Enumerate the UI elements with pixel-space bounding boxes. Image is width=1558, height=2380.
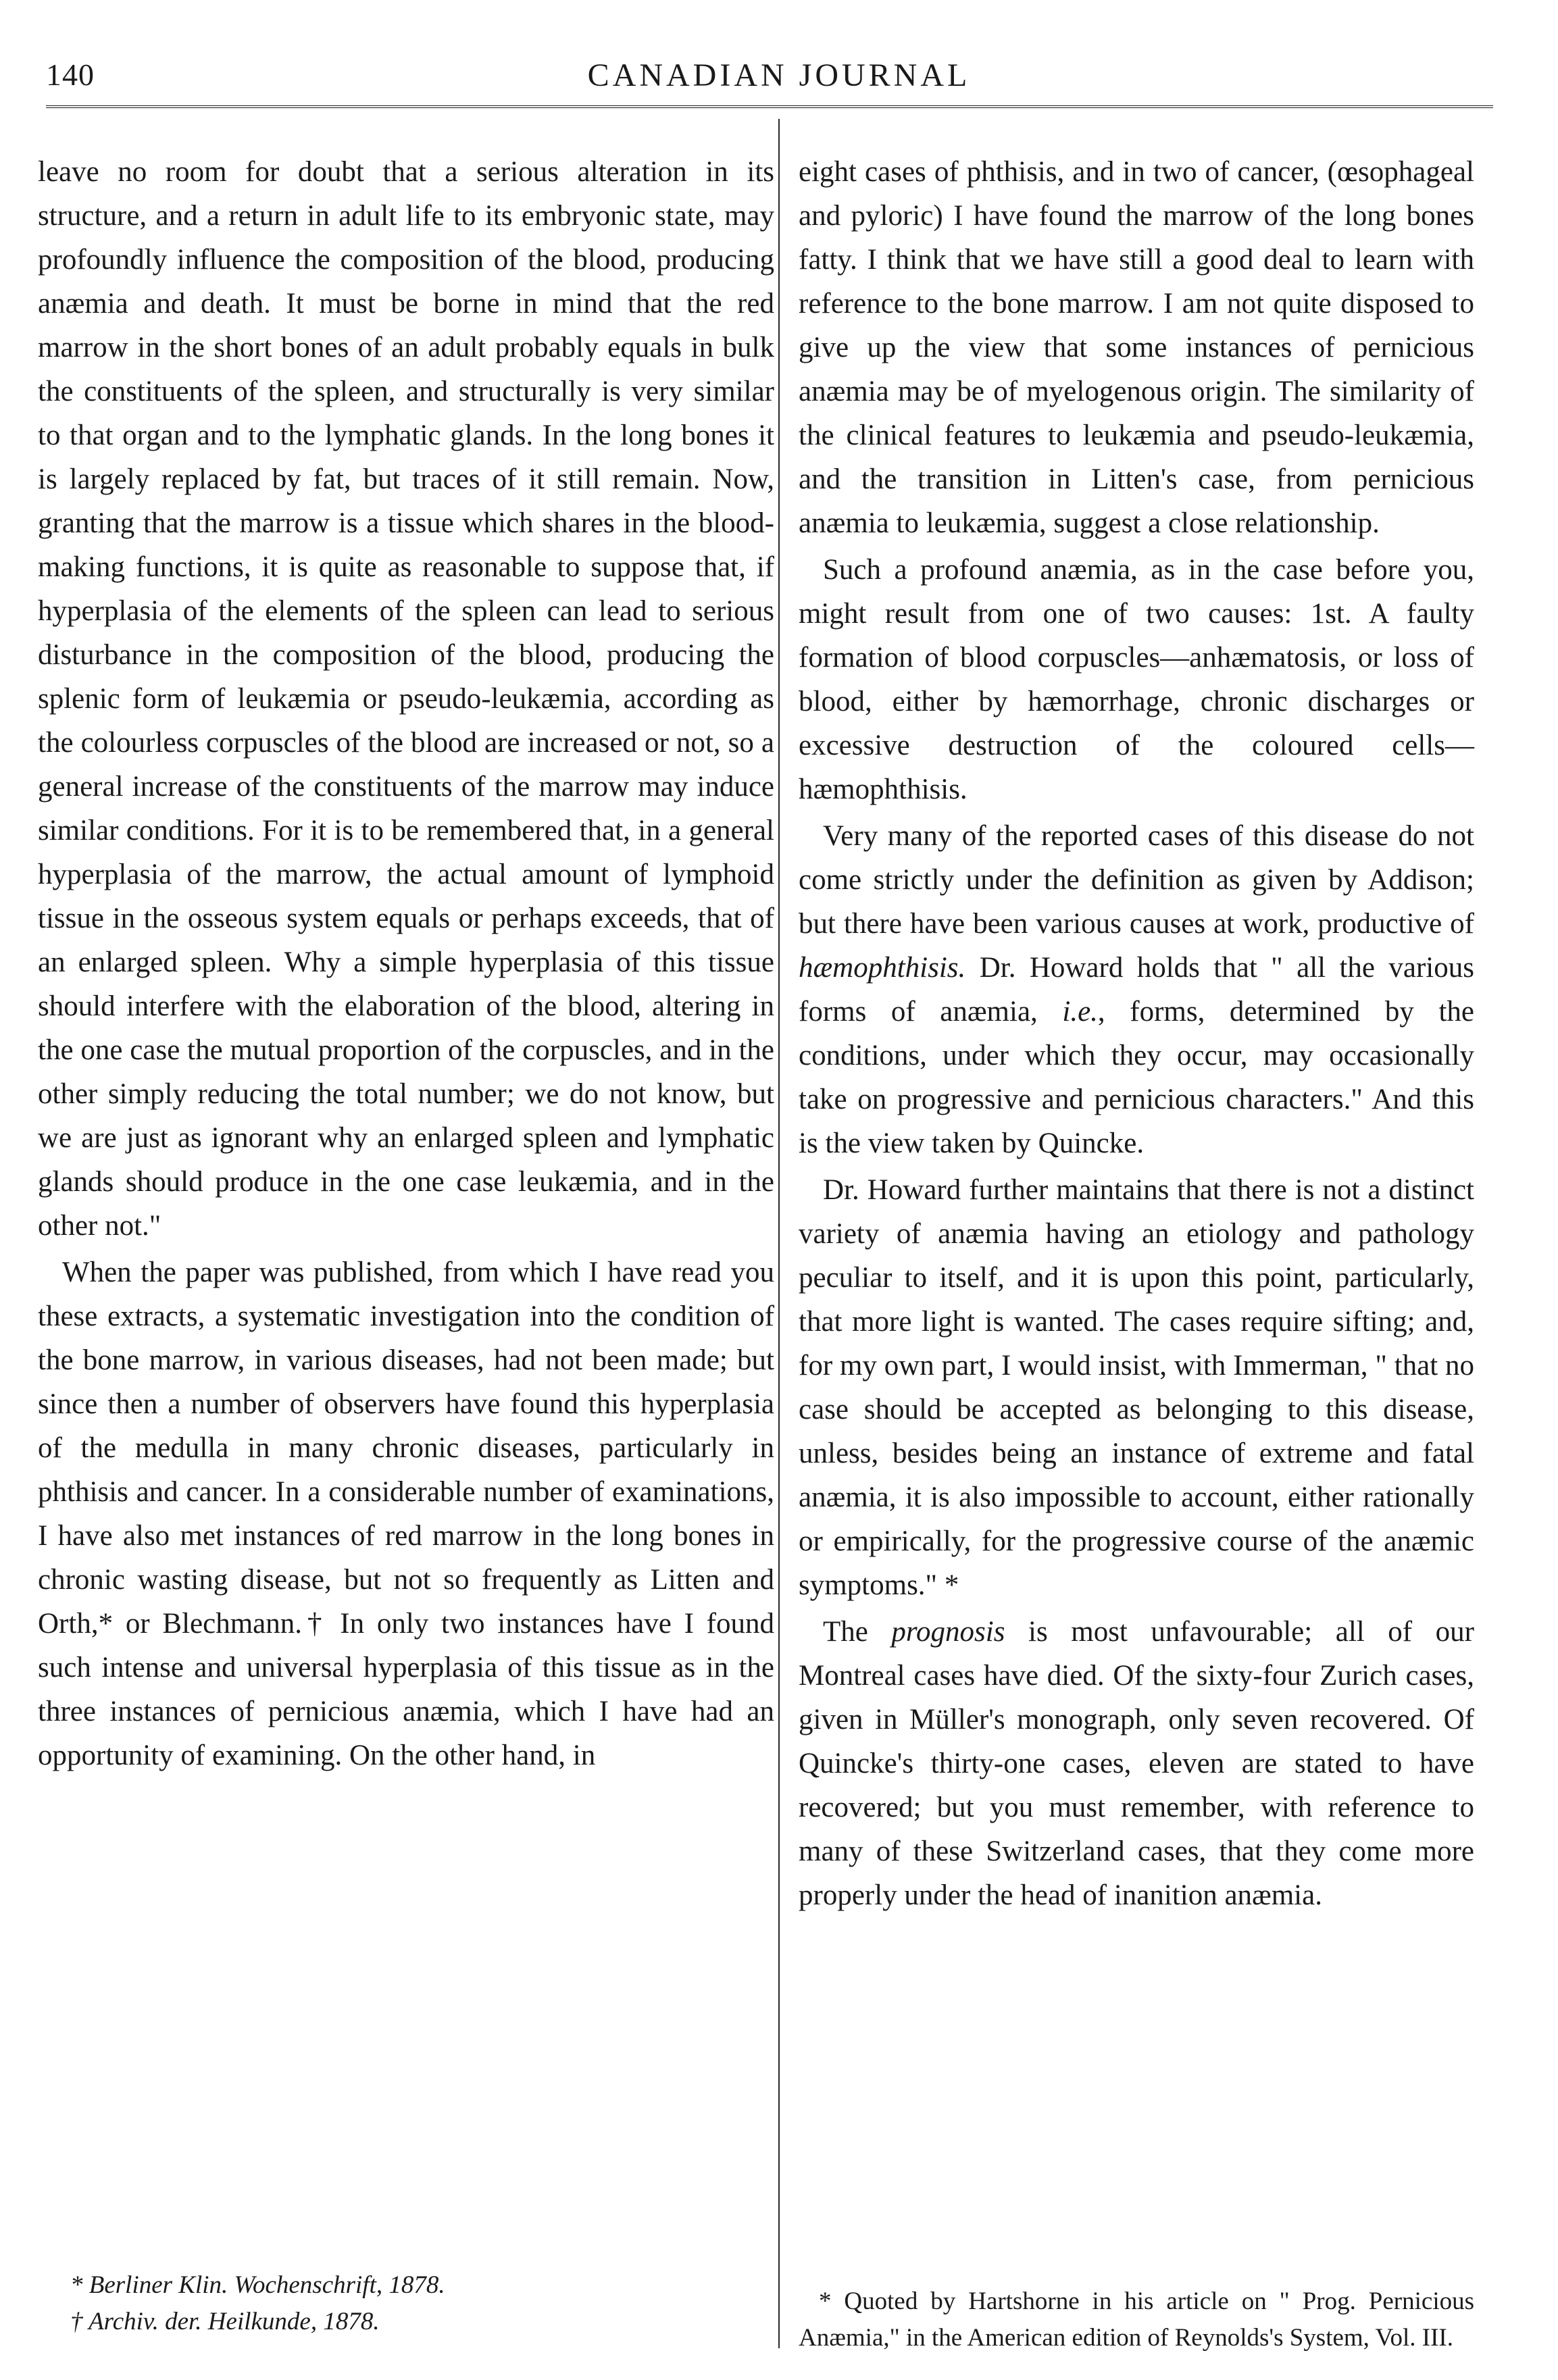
p5-italic-prognosis: prognosis [891,1616,1005,1648]
right-paragraph-4: Dr. Howard further maintains that there is not a distinct variety of anæmia having an etiology and pathology peculiar to itself, and it is upon this point, particularly, that more light is wanted. The cases require sifting; and, for my own part, I would insist, with Immerman, " that no case should be accepted as belonging to this disease, unless, besides being an instance of extreme and fatal anæmia, it is also impossible to account, either rationally or empirically, for the progressive course of the anæmic symptoms." * [799,1174,1474,1601]
footnote-archiv-text: † Archiv. der. Heilkunde, 1878. [70,2308,380,2335]
footnote-berliner [70,2267,678,2304]
footnote-hartshorne: * Quoted by Hartshorne in his article on " Prog. Pernicious Anæmia," in the American edition of Reynolds's System, Vol. III. [799,2287,1474,2352]
right-column [799,150,1474,1917]
p3-text-a: Very many of the reported cases of this disease do not come strictly under the definition as given by Addison; but there have been various causes at work, productive of [799,820,1474,940]
p3-italic-haemophthisis: hæmophthisis. [799,952,966,984]
p5-text-a: The [823,1616,892,1648]
right-paragraph-5 [799,1610,1474,1917]
p3-text-b: Dr. Howard holds that " all the various forms of anæmia, [799,952,1474,1028]
right-paragraph-2: Such a profound anæmia, as in the case before you, might result from one of two causes: 1st. A faulty formation of blood corpuscles—anhæmatosis, or loss of blood, either by hæmorrhage, chronic discharges or excessive destruction of the coloured cells—hæmophthisis. [799,554,1474,805]
right-paragraph-1: eight cases of phthisis, and in two of cancer, (œsophageal and pyloric) I have found the marrow of the long bones fatty. I think that we have still a good deal to learn with reference to the bone marrow. I am not quite disposed to give up the view that some instances of pernicious anæmia may be of myelogenous origin. The similarity of the clinical features to leukæmia and pseudo-leukæmia, and the transition in Litten's case, from pernicious anæmia to leukæmia, suggest a close relationship. [799,156,1474,539]
left-paragraph-1: leave no room for doubt that a serious alteration in its structure, and a return in adult life to its embryonic state, may profoundly influence the composition of the blood, producing anæmia and death. It must be borne in mind that the red marrow in the short bones of an adult probably equals in bulk the constituents of the spleen, and structurally is very similar to that organ and to the lymphatic glands. In the long bones it is largely replaced by fat, but traces of it still remain. Now, granting that the marrow is a tissue which shares in the blood-making functions, it is quite as reasonable to suppose that, if hyperplasia of the elements of the spleen can lead to serious disturbance in the composition of the blood, producing the splenic form of leukæmia or pseudo-leukæmia, according as the colourless corpuscles of the blood are increased or not, so a general increase of the constituents of the marrow may induce similar conditions. For it is to be remembered that, in a general hyperplasia of the marrow, the actual amount of lymphoid tissue in the osseous system equals or perhaps exceeds, that of an enlarged spleen. Why a simple hyperplasia of this tissue should interfere with the elaboration of the blood, altering in the one case the mutual proportion of the corpuscles, and in the other simply reducing the total number; we do not know, but we are just as ignorant why an enlarged spleen and lymphatic glands should produce in the one case leukæmia, and in the other not." [38,156,774,1242]
footnote-berliner-text: * Berliner Klin. Wochenschrift, 1878. [70,2271,445,2299]
left-footnotes [70,2267,678,2340]
p5-text-b: is most unfavourable; all of our Montreal cases have died. Of the sixty-four Zurich cases, given in Müller's monograph, only seven recovered. Of Quincke's thirty-one cases, eleven are stated to have recovered; but you must remember, with reference to many of these Switzerland cases, that they come more properly under the head of inanition anæmia. [799,1616,1474,1911]
left-paragraph-2: When the paper was published, from which I have read you these extracts, a systematic investigation into the condition of the bone marrow, in various diseases, had not been made; but since then a number of observers have found this hyperplasia of the medulla in many chronic diseases, particularly in phthisis and cancer. In a considerable number of examinations, I have also met instances of red marrow in the long bones in chronic wasting disease, but not so frequently as Litten and Orth,* or Blechmann.† In only two instances have I found such intense and universal hyperplasia of this tissue as in the three instances of pernicious anæmia, which I have had an opportunity of examining. On the other hand, in [38,1257,774,1771]
footnote-archiv [70,2304,678,2340]
header-rule [46,105,1493,108]
right-paragraph-3 [799,814,1474,1165]
p3-text-c: , forms, determined by the conditions, under which they occur, may occasionally take on progressive and pernicious characters." And this is the view taken by Quincke. [799,996,1474,1159]
right-footnotes [799,2283,1474,2356]
page-number: 140 [46,57,95,92]
column-divider [778,119,780,2348]
running-title: CANADIAN JOURNAL [587,57,971,93]
left-column [38,150,774,1777]
p3-italic-ie: i.e. [1062,996,1098,1028]
